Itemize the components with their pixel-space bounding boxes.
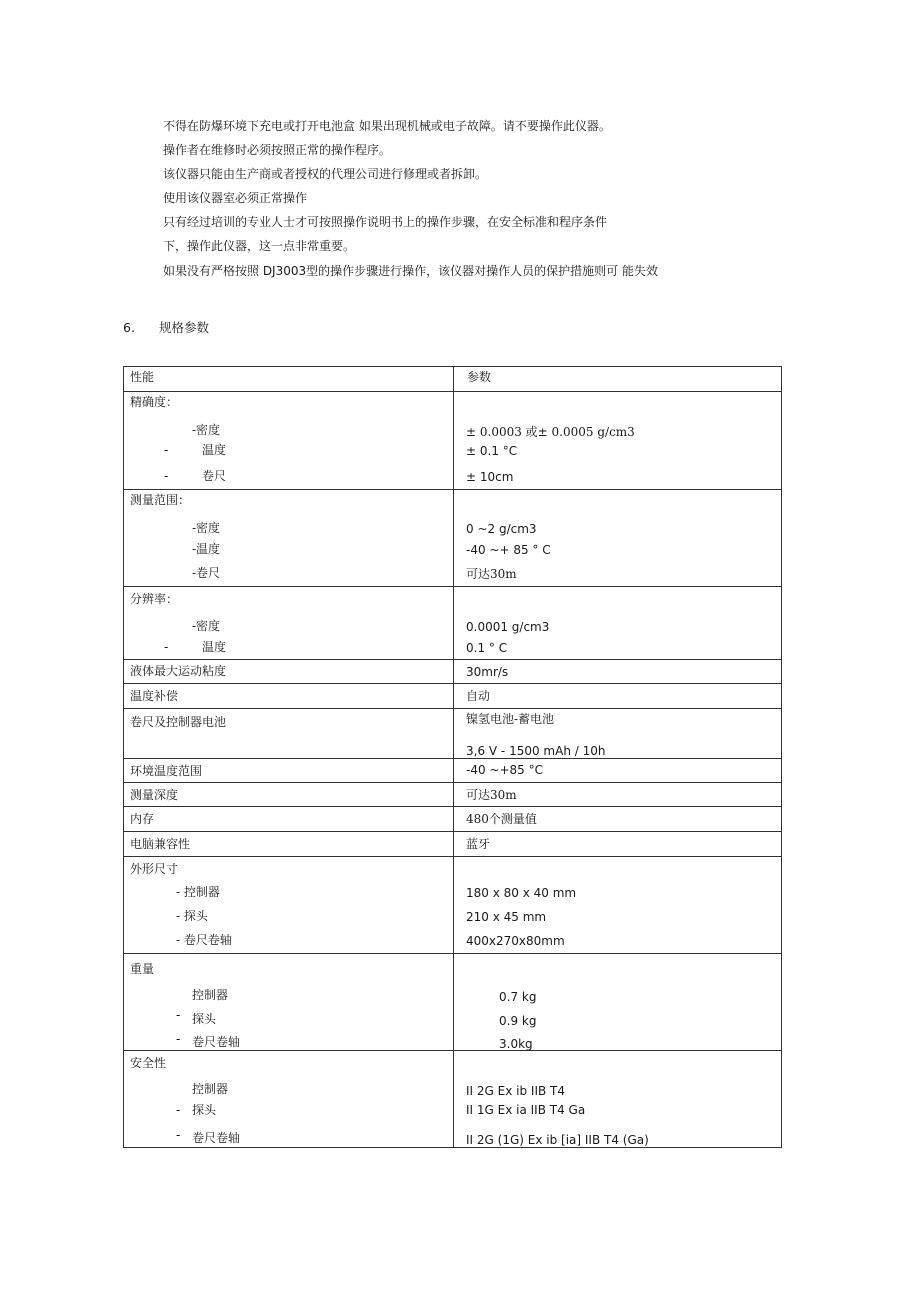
accuracy-tape-value: ± 10cm: [466, 470, 514, 484]
depth-label: 测量深度: [130, 788, 179, 802]
accuracy-density-label: -密度: [192, 423, 221, 437]
safety-probe-value: II 1G Ex ia IIB T4 Ga: [466, 1103, 586, 1117]
dimensions-controller-label: - 控制器: [176, 885, 220, 899]
range-density-label: -密度: [192, 521, 221, 535]
dimensions-reel-value: 400x270x80mm: [466, 934, 565, 948]
resolution-temp-value: 0.1 ° C: [466, 641, 508, 655]
depth-value: 可达30m: [466, 788, 517, 802]
weight-reel-value: 3.0kg: [499, 1037, 533, 1051]
pc-value: 蓝牙: [466, 837, 491, 851]
accuracy-temp-dash: -: [164, 443, 169, 457]
table-row-temp-compensation: [124, 684, 781, 709]
dimensions-probe-label: - 探头: [176, 909, 208, 923]
table-row-weight: [124, 954, 781, 1051]
pc-label: 电脑兼容性: [130, 837, 191, 851]
header-property: 性能: [130, 370, 155, 384]
safety-probe-label: 探头: [192, 1103, 217, 1117]
viscosity-label: 液体最大运动粘度: [130, 664, 227, 678]
ambient-value: -40 ~+85 °C: [466, 763, 543, 777]
warning-line-2: 操作者在维修时必须按照正常的操作程序。: [163, 143, 392, 157]
weight-reel-dash: -: [176, 1032, 181, 1046]
resolution-density-label: -密度: [192, 619, 221, 633]
section-heading: [123, 318, 209, 336]
range-tape-value: 可达30m: [466, 567, 517, 581]
warning-line-1: 不得在防爆环境下充电或打开电池盒 如果出现机械或电子故障。请不要操作此仪器。: [163, 119, 611, 133]
ambient-label: 环境温度范围: [130, 764, 203, 778]
safety-probe-dash: -: [176, 1103, 181, 1117]
resolution-density-value: 0.0001 g/cm3: [466, 620, 550, 634]
table-row-ambient-temp: [124, 759, 781, 783]
battery-label: 卷尺及控制器电池: [130, 715, 227, 729]
battery-type-value: 镍氢电池-蓄电池: [466, 712, 555, 726]
table-row-battery: [124, 709, 781, 759]
table-header-row: [124, 367, 781, 392]
accuracy-temp-label: 温度: [202, 443, 227, 457]
memory-label: 内存: [130, 812, 155, 826]
weight-probe-label: 探头: [192, 1012, 217, 1026]
warning-line-7: 如果没有严格按照 DJ3003型的操作步骤进行操作，该仪器对操作人员的保护措施则可 能失效: [163, 264, 658, 278]
safety-reel-label: 卷尺卷轴: [192, 1131, 241, 1145]
temp-comp-value: 自动: [466, 689, 491, 703]
safety-reel-value: II 2G (1G) Ex ib [ia] IIB T4 (Ga): [466, 1133, 649, 1147]
header-value: 参数: [467, 370, 492, 384]
range-temp-value: -40 ~+ 85 ° C: [466, 543, 551, 557]
table-row-dimensions: [124, 857, 781, 954]
dimensions-label: 外形尺寸: [130, 862, 179, 876]
safety-label: 安全性: [130, 1056, 167, 1070]
viscosity-value: 30mr/s: [466, 665, 509, 679]
table-row-accuracy: [124, 392, 781, 490]
accuracy-density-value: ± 0.0003 或± 0.0005 g/cm3: [466, 425, 635, 439]
accuracy-label: 精确度：: [130, 395, 179, 409]
weight-controller-value: 0.7 kg: [499, 990, 537, 1004]
range-density-value: 0 ~2 g/cm3: [466, 522, 537, 536]
dimensions-probe-value: 210 x 45 mm: [466, 910, 547, 924]
safety-controller-label: 控制器: [192, 1082, 229, 1096]
resolution-temp-dash: -: [164, 640, 169, 654]
table-row-viscosity: [124, 660, 781, 684]
table-row-resolution: [124, 587, 781, 660]
memory-value: 480个测量值: [466, 812, 537, 826]
safety-reel-dash: -: [176, 1128, 181, 1142]
section-number: 6.: [123, 320, 135, 335]
range-temp-label: -温度: [192, 542, 221, 556]
accuracy-tape-dash: -: [164, 469, 169, 483]
accuracy-temp-value: ± 0.1 °C: [466, 444, 518, 458]
table-row-memory: [124, 807, 781, 832]
warning-line-5: 只有经过培训的专业人士才可按照操作说明书上的操作步骤，在安全标准和程序条件: [163, 215, 608, 229]
resolution-label: 分辨率：: [130, 592, 179, 606]
dimensions-reel-label: - 卷尺卷轴: [176, 933, 232, 947]
table-row-pc-compatibility: [124, 832, 781, 857]
range-tape-label: -卷尺: [192, 566, 221, 580]
table-row-safety: [124, 1051, 781, 1147]
spec-table: [123, 366, 782, 1148]
safety-controller-value: II 2G Ex ib IIB T4: [466, 1084, 565, 1098]
resolution-temp-label: 温度: [202, 640, 227, 654]
weight-label: 重量: [130, 962, 155, 976]
range-label: 测量范围：: [130, 493, 191, 507]
warning-line-3: 该仪器只能由生产商或者授权的代理公司进行修理或者拆卸。: [163, 167, 488, 181]
section-title: 规格参数: [159, 320, 210, 335]
temp-comp-label: 温度补偿: [130, 689, 179, 703]
dimensions-controller-value: 180 x 80 x 40 mm: [466, 886, 577, 900]
weight-probe-dash: -: [176, 1008, 181, 1022]
accuracy-tape-label: 卷尺: [202, 469, 227, 483]
table-row-depth: [124, 783, 781, 807]
battery-spec-value: 3,6 V - 1500 mAh / 10h: [466, 744, 606, 758]
weight-reel-label: 卷尺卷轴: [192, 1035, 241, 1049]
weight-controller-label: 控制器: [192, 988, 229, 1002]
warning-line-4: 使用该仪器室必须正常操作: [163, 191, 308, 205]
table-row-range: [124, 490, 781, 587]
warning-line-6: 下，操作此仪器，这一点非常重要。: [163, 239, 356, 253]
weight-probe-value: 0.9 kg: [499, 1014, 537, 1028]
